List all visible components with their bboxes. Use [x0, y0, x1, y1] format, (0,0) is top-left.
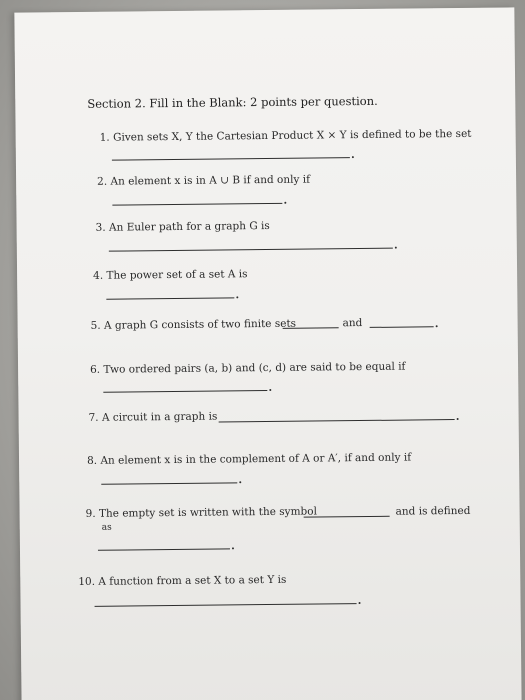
period — [352, 156, 354, 158]
question-1 — [100, 128, 472, 144]
question-10 — [78, 574, 286, 588]
worksheet-page — [14, 7, 521, 700]
question-number: 3. — [95, 221, 106, 234]
question-6 — [90, 361, 405, 376]
answer-blank[interactable] — [106, 297, 234, 299]
question-2 — [97, 174, 310, 188]
question-number: 6. — [90, 363, 101, 376]
period — [359, 602, 361, 604]
question-number: 10. — [78, 575, 96, 588]
question-text: An Euler path for a graph G is — [108, 219, 270, 234]
period — [457, 418, 459, 420]
period — [239, 481, 241, 483]
question-text: A graph G consists of two finite sets — [103, 317, 297, 332]
question-text: A circuit in a graph is — [101, 410, 218, 424]
question-number: 8. — [86, 454, 98, 467]
answer-blank[interactable] — [95, 603, 357, 607]
question-text: A function from a set X to a set Y is — [98, 573, 287, 588]
question-9-connector: and is defined — [395, 504, 471, 518]
period — [436, 325, 438, 327]
answer-blank[interactable] — [219, 419, 455, 422]
answer-blank[interactable] — [112, 157, 350, 160]
question-5-connector: and — [342, 317, 363, 330]
question-9 — [86, 505, 317, 519]
period — [269, 389, 271, 391]
question-3 — [96, 220, 270, 234]
question-text: An element x is in the complement of A or A′, if and only if — [100, 451, 412, 467]
answer-blank[interactable] — [304, 516, 390, 518]
question-text: Given sets X, Y the Cartesian Product X × Y is defined to be the set — [112, 127, 472, 144]
question-9-continuation: as — [101, 522, 112, 533]
question-text: The empty set is written with the symbol — [98, 505, 317, 520]
question-7 — [89, 411, 218, 424]
question-number: 2. — [97, 175, 108, 188]
section-title: Section 2. Fill in the Blank: 2 points per question. — [87, 93, 378, 111]
question-number: 1. — [99, 131, 110, 144]
question-4 — [93, 268, 248, 282]
period — [232, 547, 234, 549]
answer-blank[interactable] — [103, 390, 267, 393]
question-text: An element x is in A ∪ B if and only if — [110, 173, 311, 188]
period — [284, 202, 286, 204]
answer-blank[interactable] — [370, 326, 434, 328]
question-number: 9. — [85, 507, 96, 520]
question-number: 5. — [90, 319, 101, 332]
question-text: Two ordered pairs (a, b) and (c, d) are said to be equal if — [103, 360, 406, 376]
answer-blank[interactable] — [109, 248, 393, 252]
period — [236, 296, 238, 298]
question-number: 7. — [88, 411, 99, 424]
answer-blank[interactable] — [98, 548, 230, 550]
question-5 — [91, 318, 297, 332]
question-text: The power set of a set A is — [106, 268, 248, 282]
question-8 — [87, 452, 411, 467]
answer-blank[interactable] — [283, 327, 339, 329]
question-number: 4. — [93, 269, 104, 282]
answer-blank[interactable] — [112, 203, 282, 206]
period — [395, 247, 397, 249]
answer-blank[interactable] — [101, 482, 237, 484]
